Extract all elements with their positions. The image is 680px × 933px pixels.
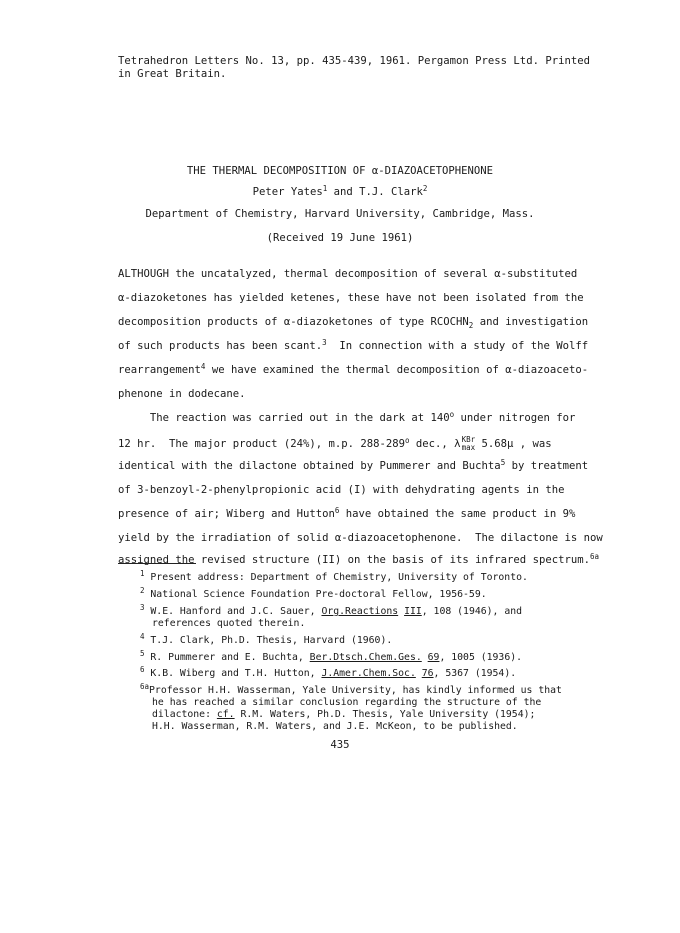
footnote-ref-6: 6 [334, 506, 340, 515]
footnote-6-text-2: , 5367 (1954). [433, 668, 517, 679]
article-title: THE THERMAL DECOMPOSITION OF α-DIAZOACETOPHENONE [186, 165, 494, 177]
max-label: max [461, 443, 476, 452]
body-p2-line-7 [118, 554, 599, 567]
body-p2-line-1-tail: under nitrogen for [454, 412, 576, 424]
footnote-3-text-2: , 108 (1946), and [421, 606, 523, 617]
footnote-3-volume: III [404, 606, 422, 617]
body-p2-line-5 [118, 508, 575, 521]
body-p2-line-3-head: identical with the dilactone obtained by Pummerer and Buchta [118, 460, 501, 472]
footnote-6 [140, 665, 517, 680]
journal-citation-line-1: Tetrahedron Letters No. 13, pp. 435-439, 1961. Pergamon Press Ltd. Printed [118, 55, 590, 67]
body-p1-line-5-tail: we have examined the thermal decomposition of α-diazoaceto- [205, 364, 589, 376]
body-p1-line-4 [118, 340, 588, 353]
body-p2-line-1-head: The reaction was carried out in the dark at 140 [118, 412, 450, 424]
footnote-5-text: R. Pummerer and E. Buchta, [144, 652, 310, 663]
author-2: T.J. Clark [359, 186, 423, 198]
lambda-max-kbr [462, 436, 476, 452]
body-p1-line-4-tail: In connection with a study of the Wolff [326, 340, 589, 352]
footnote-6a-line-3-tail: R.M. Waters, Ph.D. Thesis, Yale University (1954); [234, 709, 536, 720]
footnote-6a-mark: 6a [140, 682, 150, 691]
footnote-2-text: National Science Foundation Pre-doctoral Fellow, 1956-59. [144, 589, 487, 600]
body-p2-line-2-tail: 5.68μ , was [475, 438, 552, 450]
degree-mark-2: o [405, 436, 410, 445]
footnote-3 [140, 603, 523, 618]
footnote-ref-6a: 6a [589, 552, 600, 561]
footnote-6-text: K.B. Wiberg and T.H. Hutton, [144, 668, 322, 679]
body-p1-line-6: phenone in dodecane. [118, 388, 246, 400]
body-p2-line-1 [118, 412, 575, 425]
footnote-6-volume: 76 [421, 668, 434, 679]
footnote-2 [140, 586, 487, 601]
body-p2-line-5-tail: have obtained the same product in 9% [339, 508, 576, 520]
footnote-2-mark: 2 [140, 586, 145, 595]
body-p1-line-3 [118, 316, 588, 329]
body-p2-line-2 [118, 436, 552, 452]
footnote-4-text: T.J. Clark, Ph.D. Thesis, Harvard (1960). [144, 635, 393, 646]
body-p1-line-3-head: decomposition products of α-diazoketones of type RCOCHN [118, 316, 469, 328]
footnote-5-text-2: , 1005 (1936). [439, 652, 523, 663]
authors-line [0, 186, 680, 199]
body-p2-line-3-tail: by treatment [505, 460, 589, 472]
author-1-mark: 1 [322, 184, 328, 193]
footnote-3-journal: Org.Reactions [321, 606, 399, 617]
footnote-5-volume: 69 [427, 652, 440, 663]
footnote-5-mark: 5 [140, 649, 145, 658]
footnote-3-mark: 3 [140, 603, 145, 612]
body-p1-line-4-head: of such products has been scant. [118, 340, 323, 352]
received-date: (Received 19 June 1961) [266, 232, 414, 244]
footnote-4-mark: 4 [140, 632, 145, 641]
footnote-6a-cf: cf. [216, 709, 235, 720]
footnote-5-journal: Ber.Dtsch.Chem.Ges. [309, 652, 422, 663]
body-p2-line-5-head: presence of air; Wiberg and Hutton [118, 508, 335, 520]
footnote-ref-4: 4 [200, 362, 206, 371]
author-2-mark: 2 [422, 184, 428, 193]
body-p1-line-5-head: rearrangement [118, 364, 201, 376]
footnote-1 [140, 569, 528, 584]
footnote-6a-line-3 [152, 709, 535, 721]
footnote-6-journal: J.Amer.Chem.Soc. [321, 668, 416, 679]
footnote-6a-line-3-head: dilactone: [152, 709, 217, 720]
journal-citation-line-2: in Great Britain. [118, 68, 227, 80]
footnote-4 [140, 632, 393, 647]
footnote-6a-line-4: H.H. Wasserman, R.M. Waters, and J.E. McKeon, to be published. [152, 721, 518, 732]
body-p2-line-6: yield by the irradiation of solid α-diazoacetophenone. The dilactone is now [118, 532, 603, 544]
footnote-3-text: W.E. Hanford and J.C. Sauer, [144, 606, 322, 617]
author-conjunction: and [327, 186, 360, 198]
body-p2-line-2-head: 12 hr. The major product (24%), m.p. 288-289 [118, 438, 406, 450]
body-p2-line-2-mid: dec., λ [409, 438, 461, 450]
body-p2-line-3 [118, 460, 588, 473]
subscript-2: 2 [468, 321, 474, 330]
degree-mark-1: o [449, 410, 455, 419]
body-p1-line-1: ALTHOUGH the uncatalyzed, thermal decomposition of several α-substituted [118, 268, 578, 280]
footnote-5 [140, 649, 523, 664]
page-number: 435 [330, 739, 350, 751]
footnote-6a [140, 682, 562, 697]
body-p1-line-5 [118, 364, 588, 377]
footnote-6a-line-1: Professor H.H. Wasserman, Yale University, has kindly informed us that [149, 685, 562, 696]
body-p2-line-7-head: assigned the revised structure (II) on the basis of its infrared spectrum. [118, 554, 590, 566]
footnote-ref-3: 3 [322, 338, 327, 347]
footnote-rule [118, 563, 196, 564]
footnote-3-continued: references quoted therein. [152, 618, 306, 629]
body-p2-line-4: of 3-benzoyl-2-phenylpropionic acid (I) with dehydrating agents in the [118, 484, 565, 496]
body-p1-line-3-tail: and investigation [473, 316, 589, 328]
kbr-label: KBr [461, 435, 476, 444]
author-1: Peter Yates [252, 186, 323, 198]
footnote-1-text: Present address: Department of Chemistry, University of Toronto. [144, 572, 528, 583]
footnote-1-mark: 1 [140, 569, 145, 578]
affiliation: Department of Chemistry, Harvard University, Cambridge, Mass. [145, 208, 535, 220]
body-p1-line-2: α-diazoketones has yielded ketenes, these have not been isolated from the [118, 292, 584, 304]
footnote-ref-5: 5 [500, 458, 506, 467]
footnote-6-mark: 6 [140, 665, 145, 674]
footnote-6a-line-2: he has reached a similar conclusion regarding the structure of the [152, 697, 542, 708]
